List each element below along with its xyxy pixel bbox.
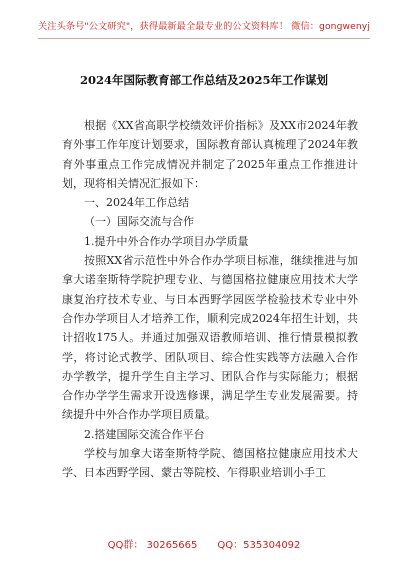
intro-paragraph: 根据《XX省高职学校绩效评价指标》及XX市2024年教育外事工作年度计划要求，国际教育部认真梳理了2024年教育外事重点工作完成情况并制定了2025年重点工作推进计划，现将相关情况汇报如下：	[62, 119, 358, 190]
footer-qq: QQ：535304092	[217, 540, 301, 551]
header-banner: 关注头条号"公文研究"，获得最新最全最专业的公文资料库！ 微信：gongwenyj	[38, 21, 370, 32]
item-heading-2: 2.搭建国际交流合作平台	[84, 427, 205, 441]
document-body	[62, 116, 358, 483]
subsection-heading: （一）国际交流与合作	[84, 215, 194, 229]
item-paragraph-1: 按照XX省示范性中外合作办学项目标准，继续推进与加拿大诺奎斯特学院护理专业、与德国格拉健康应用技术大学康复治疗技术专业、与日本西野学园医学检验技术专业中外合作办学项目人才培养工作，顺利完成2024年招生计划，共计招收175人。并通过加强双语教师培训、推行情景模拟教学，将讨论式教学、团队项目、综合性实践等方法融入合作办学教学，提升学生自主学习、团队合作与实际能力；根据合作办学学生需求开设选修课，满足学生专业发展需要。持续提升中外合作办学项目质量。	[62, 254, 358, 422]
footer-contact	[0, 536, 408, 551]
section-heading: 一、2024年工作总结	[84, 196, 189, 210]
footer-qq-group: QQ群： 30265665	[107, 540, 198, 551]
item-heading-1: 1.提升中外合作办学项目办学质量	[84, 234, 249, 248]
item-paragraph-2: 学校与加拿大诺奎斯特学院、德国格拉健康应用技术大学、日本西野学园、蒙古等院校、乍得职业培训小手工	[62, 447, 358, 480]
header-divider	[38, 38, 370, 39]
document-title: 2024年国际教育部工作总结及2025年工作谋划	[79, 73, 328, 87]
